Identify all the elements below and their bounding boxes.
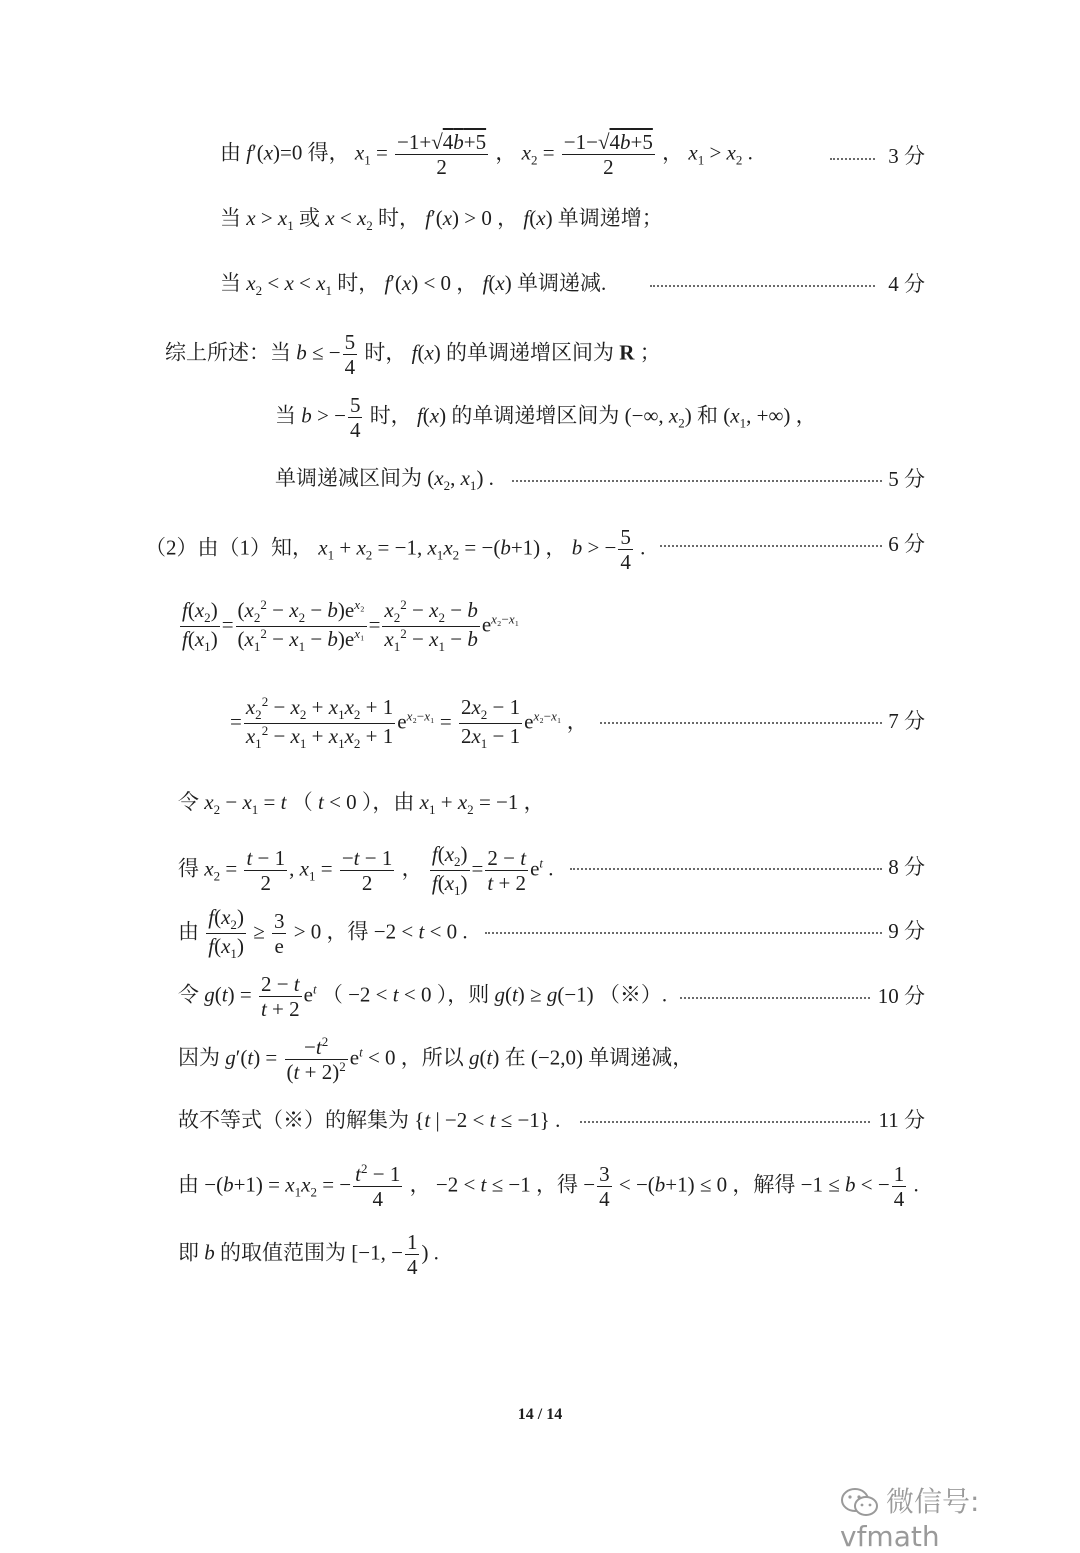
solution-line-15: 故不等式（※）的解集为 {t | −2 < t ≤ −1} .	[178, 1108, 561, 1132]
page-number: 14 / 14	[517, 1406, 563, 1423]
solution-line-5: 当 b > − $\frac{5}{4}$ 时， f(x) 的单调递增区间为 (−∞, $x_2$) 和 ($x_1$, +∞) ，	[275, 393, 817, 443]
score-marker: 11 分	[878, 1108, 925, 1132]
score-leader-dots	[600, 722, 882, 724]
solution-line-7: （2）由（1）知， $x_1 + x_2 = -1$, $x_1x_2 = -(b+1)$ ， b > − $\frac{5}{4}$ .	[145, 525, 646, 575]
score-leader-dots	[580, 1121, 870, 1123]
solution-line-16: 由 $-(b+1) = x_1x_2$ = − $\frac{t^2 - 1}{4}$ ， −2 < t ≤ −1 ，得 − $\frac{3}{4}$ < −(b+1) ≤ 0 ，解得 −1 ≤ b < − $\frac{1}{4}$ .	[178, 1161, 919, 1212]
score-marker: 7 分	[888, 709, 925, 733]
solution-line-9: = $\frac{x_2^2 - x_2 + x_1x_2 + 1}{x_1^2 - x_1 + x_1x_2 + 1}$ $e^{x_2-x_1}$ = $\frac{2x_2 - 1}{2x_1 - 1}$ $e^{x_2-x_1}$ ，	[230, 694, 588, 752]
solution-line-2: 当 $x > x_1$ 或 $x < x_2$ 时， f′(x) > 0 ， f(x) 单调递增；	[220, 206, 663, 234]
solution-line-3: 当 $x_2 < x < x_1$ 时， f′(x) < 0 ， f(x) 单调递减.	[220, 271, 607, 299]
wechat-watermark	[840, 1480, 1080, 1553]
score-marker: 10 分	[877, 984, 925, 1008]
solution-line-6: 单调递减区间为 ($x_2$, $x_1$) .	[275, 466, 494, 494]
score-leader-dots	[570, 868, 882, 870]
solution-line-8: $\frac{f(x_2)}{f(x_1)}$ = $\frac{(x_2^2 - x_2 - b)e^{x_2}}{(x_1^2 - x_1 - b)e^{x_1}}$ = $\frac{x_2^2 - x_2 - b}{x_1^2 - x_1 - b}$ $e^{x_2-x_1}$	[182, 597, 520, 655]
score-marker: 4 分	[888, 272, 925, 296]
score-leader-dots	[485, 932, 882, 934]
score-leader-dots	[680, 997, 870, 999]
solution-line-1: 由 f′(x)=0 得， $x_1$ = $\frac{-1+√4b+5}{2}$ ， $x_2$ = $\frac{-1-√4b+5}{2}$ ， $x_1 > x_2$ .	[220, 130, 753, 180]
score-leader-dots	[650, 285, 875, 287]
score-marker: 5 分	[888, 467, 925, 491]
solution-line-17: 即 b 的取值范围为 [−1, − $\frac{1}{4}$ ) .	[178, 1230, 439, 1280]
score-leader-dots	[512, 480, 882, 482]
score-marker: 9 分	[888, 919, 925, 943]
solution-line-14: 因为 g′(t) = $\frac{-t^2}{(t + 2)^2}$ $e^t < 0$ ，所以 g(t) 在 (−2,0) 单调递减，	[178, 1034, 694, 1085]
watermark-text: 微信号: vfmath	[840, 1485, 980, 1553]
score-leader-dots	[830, 158, 875, 160]
solution-line-4: 综上所述：当 b ≤ − $\frac{5}{4}$ 时， f(x) 的单调递增区间为 R ；	[165, 330, 661, 380]
solution-line-10: 令 $x_2 - x_1 = t$ （ t < 0 ），由 $x_1 + x_2 = -1$ ，	[178, 790, 545, 818]
solution-line-11: 得 $x_2$ = $\frac{t - 1}{2}$ , $x_1$ = $\frac{-t - 1}{2}$ ， $\frac{f(x_2)}{f(x_1)}$ = $\frac{2 - t}{t + 2}$ $e^t$ .	[178, 842, 554, 899]
wechat-icon	[840, 1486, 880, 1520]
score-marker: 8 分	[888, 855, 925, 879]
score-marker: 3 分	[888, 144, 925, 168]
score-leader-dots	[660, 545, 882, 547]
solution-line-13: 令 g(t) = $\frac{2 - t}{t + 2}$ $e^t$ （ −2 < t < 0 ），则 g(t) ≥ g(−1) （※）.	[178, 972, 668, 1022]
score-marker: 6 分	[888, 532, 925, 556]
solution-line-12: 由 $\frac{f(x_2)}{f(x_1)}$ ≥ $\frac{3}{e}$ > 0 ，得 −2 < t < 0 .	[178, 905, 468, 962]
